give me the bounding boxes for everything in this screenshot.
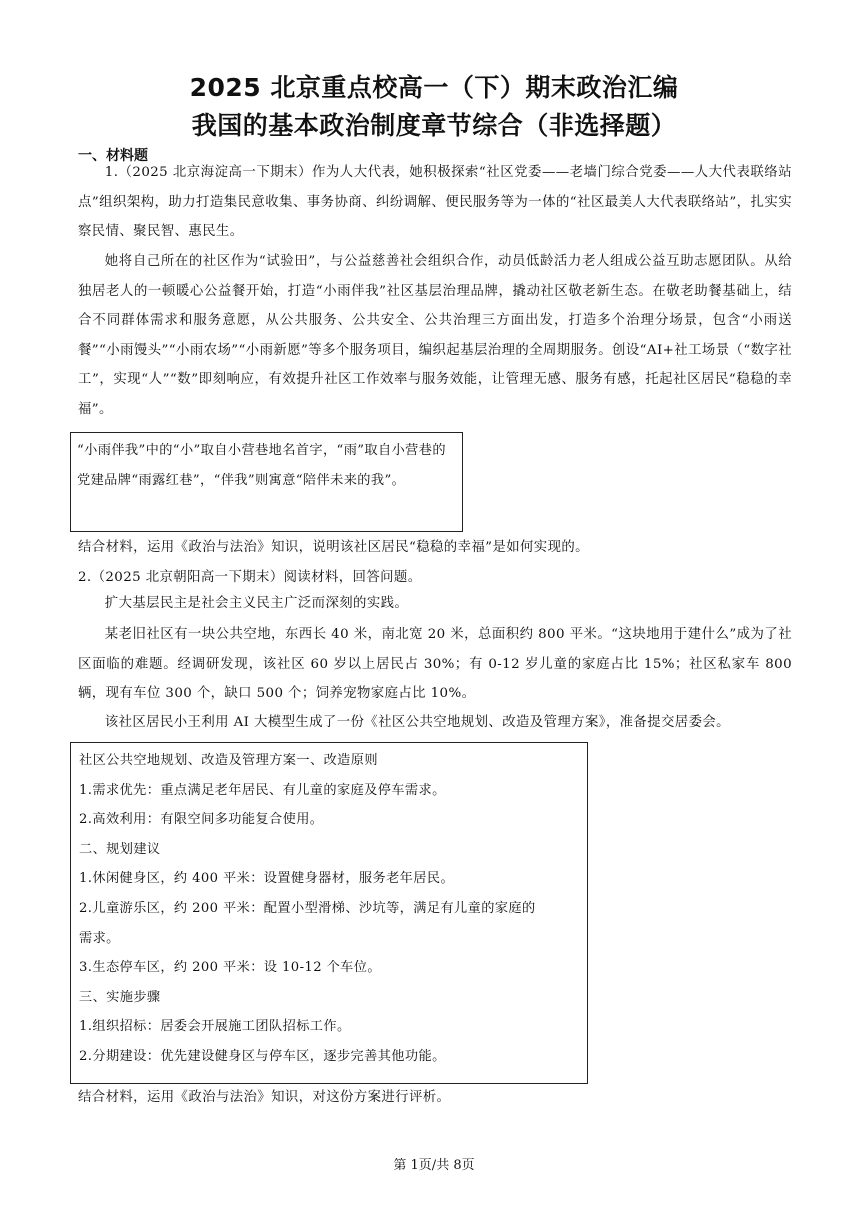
question-2-paragraph-2: 某老旧社区有一块公共空地，东西长 40 米，南北宽 20 米，总面积约 800 平米。“这块地用于建什么”成为了社区面临的难题。经调研发现，该社区 60 岁以上居民占 30%；有 0-12 岁儿童的家庭占比 15%；社区私家车 800 辆，现有车位 300 个，缺口 500 个；饲养宠物家庭占比 10%。 [78,627,792,701]
plan-line: 需求。 [79,930,120,946]
question-1-paragraph-1: 1.（2025 北京海淀高一下期末）作为人大代表，她积极探索“社区党委——老墙门综合党委——人大代表联络站点”组织架构，助力打造集民意收集、事务协商、纠纷调解、便民服务等为一体的“社区最美人大代表联络站”，扎实实察民情、聚民智、惠民生。 [78,165,792,239]
question-1-paragraph-2: 她将自己所在的社区作为“试验田”，与公益慈善社会组织合作，动员低龄活力老人组成公益互助志愿团队。从给独居老人的一顿暖心公益餐开始，打造“小雨伴我”社区基层治理品牌，撬动社区敬老新生态。在敬老助餐基础上，结合不同群体需求和服务意愿，从公共服务、公共安全、公共治理三方面出发，打造多个治理分场景，包含“小雨送餐”“小雨馒头”“小雨农场”“小雨新愿”等多个服务项目，编织起基层治理的全周期服务。创设“AI+社工场景（“数字社工”，实现“人”“数”即刻响应，有效提升社区工作效率与服务效能，让管理无感、服务有感，托起社区居民“稳稳的幸福”。 [78,254,792,417]
question-2-intro: 2.（2025 北京朝阳高一下期末）阅读材料，回答问题。 [78,570,422,585]
plan-line: 1.需求优先：重点满足老年居民、有儿童的家庭及停车需求。 [79,782,446,798]
plan-box [70,742,588,1084]
plan-line: 1.组织招标：居委会开展施工团队招标工作。 [79,1019,351,1035]
plan-line: 1.休闲健身区，约 400 平米：设置健身器材，服务老年居民。 [79,871,455,887]
page-title: 2025 北京重点校高一（下）期末政治汇编 [189,73,679,102]
plan-line: 2.分期建设：优先建设健身区与停车区，逐步完善其他功能。 [79,1048,446,1064]
question-1-note-box [70,432,463,532]
page-subtitle: 我国的基本政治制度章节综合（非选择题） [191,111,677,140]
plan-line: 3.生态停车区，约 200 平米：设 10-12 个车位。 [79,960,381,976]
plan-line: 二、规划建议 [79,841,161,857]
section-heading: 一、材料题 [78,148,148,164]
question-1-prompt: 结合材料，运用《政治与法治》知识，说明该社区居民“稳稳的幸福”是如何实现的。 [78,540,589,555]
plan-line: 三、实施步骤 [79,989,161,1005]
plan-line: 2.高效利用：有限空间多功能复合使用。 [79,812,324,828]
plan-line: 社区公共空地规划、改造及管理方案一、改造原则 [79,753,378,768]
note-text: “小雨伴我”中的“小”取自小营巷地名首字，“雨”取自小营巷的党建品牌“雨露红巷”，“伴我”则寓意“陪伴未来的我”。 [77,443,446,488]
question-2-paragraph-1: 扩大基层民主是社会主义民主广泛而深刻的实践。 [104,596,409,611]
question-2-prompt: 结合材料，运用《政治与法治》知识，对这份方案进行评析。 [78,1090,451,1105]
question-2-paragraph-3: 该社区居民小王利用 AI 大模型生成了一份《社区公共空地规划、改造及管理方案》，准备提交居委会。 [104,715,730,730]
plan-line: 2.儿童游乐区，约 200 平米：配置小型滑梯、沙坑等，满足有儿童的家庭的 [79,900,536,916]
page-number: 第 1页/共 8页 [393,1158,475,1173]
